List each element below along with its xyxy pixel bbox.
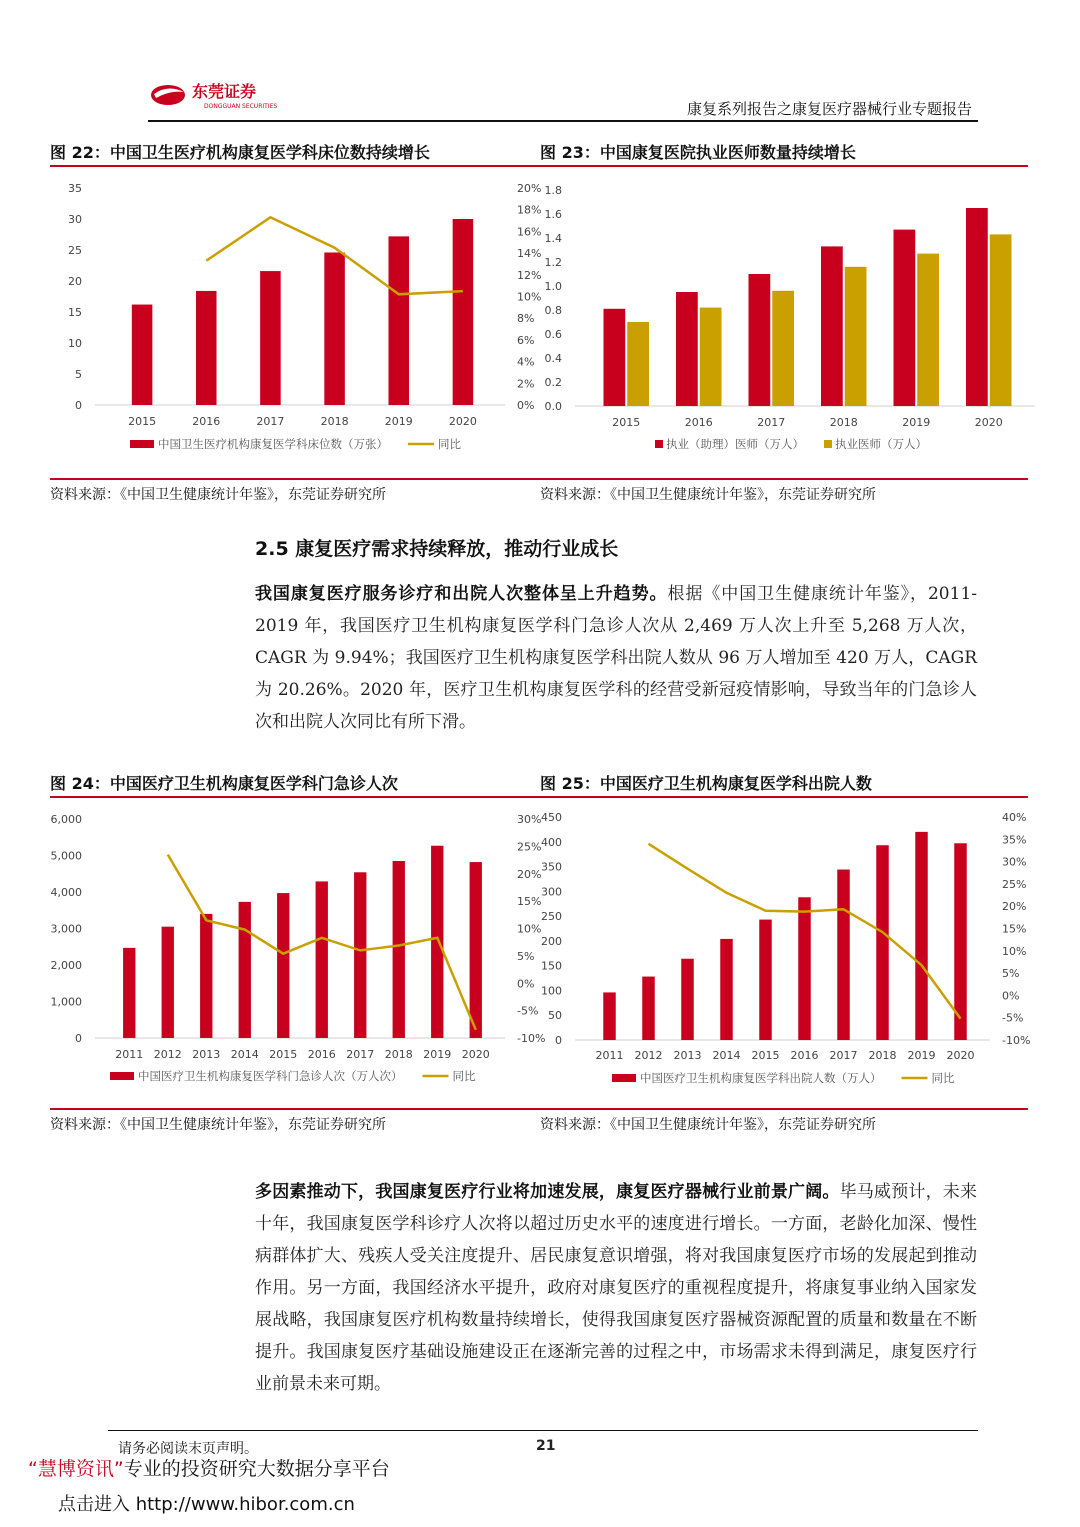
y2-tick-label: 30% (517, 813, 542, 826)
y2-tick-label: 8% (517, 312, 535, 326)
y-tick-label: 0.4 (544, 352, 562, 365)
figure-top-rule-2 (50, 796, 1028, 798)
x-tick-label: 2016 (790, 1049, 819, 1062)
bar (749, 274, 771, 406)
figure-24-title: 图 24：中国医疗卫生机构康复医学科门急诊人次 (50, 774, 398, 793)
bar (772, 291, 794, 406)
x-tick-label: 2018 (868, 1049, 897, 1062)
legend-swatch (612, 1074, 636, 1082)
x-tick-label: 2017 (757, 416, 786, 429)
bar (798, 897, 810, 1040)
y2-tick-label: 25% (517, 840, 542, 854)
bar (990, 234, 1012, 406)
watermark-brand: “慧博资讯” (28, 1458, 124, 1480)
y-tick-label: 10 (68, 337, 82, 350)
y2-tick-label: 10% (517, 922, 542, 936)
y2-tick-label: 20% (1002, 900, 1027, 914)
legend-swatch (130, 440, 154, 448)
bar (277, 893, 289, 1038)
y2-tick-label: 0% (1002, 989, 1020, 1003)
logo-subtext: DONGGUAN SECURITIES (204, 103, 278, 110)
figure-25-title: 图 25：中国医疗卫生机构康复医学科出院人数 (540, 774, 872, 793)
bar (876, 845, 888, 1040)
y2-tick-label: 20% (517, 867, 542, 881)
report-title: 康复系列报告之康复医疗器械行业专题报告 (686, 100, 972, 118)
legend-label: 执业（助理）医师（万人） (666, 437, 804, 451)
bar (915, 832, 927, 1040)
y2-tick-label: 0% (517, 977, 535, 991)
y-tick-label: 350 (541, 860, 562, 874)
y2-tick-label: 0% (517, 399, 535, 412)
x-tick-label: 2015 (269, 1048, 298, 1061)
y-tick-label: 1.4 (544, 232, 562, 245)
legend-swatch (824, 440, 832, 448)
y-tick-label: 15 (68, 306, 82, 319)
y2-tick-label: 5% (517, 949, 535, 963)
x-tick-label: 2020 (461, 1048, 490, 1061)
x-tick-label: 2020 (946, 1049, 975, 1062)
y-tick-label: 0 (555, 1034, 562, 1047)
y-tick-label: 150 (541, 959, 562, 973)
y2-tick-label: 16% (517, 225, 542, 239)
figure-bottom-rule-2 (50, 1108, 1028, 1110)
chart-22 (50, 170, 540, 470)
figure-25-source: 资料来源：《中国卫生健康统计年鉴》，东莞证券研究所 (540, 1117, 876, 1133)
y2-tick-label: 30% (1002, 855, 1027, 869)
y-tick-label: 100 (541, 984, 562, 998)
x-tick-label: 2014 (230, 1048, 259, 1061)
bar (431, 846, 443, 1038)
bar (324, 252, 345, 405)
y2-tick-label: 25% (1002, 877, 1027, 891)
disclaimer-note: 请务必阅读末页声明。 (118, 1441, 258, 1457)
paragraph-2-body: 毕马威预计，未来十年，我国康复医学科诊疗人次将以超过历史水平的速度进行增长。一方面，老龄化加深、慢性病群体扩大、残疾人受关注度提升、居民康复意识增强，将对我国康复医疗市场的发展起到推动作用。另一方面，我国经济水平提升，政府对康复医疗的重视程度提升，将康复事业纳入国家发展战略，我国康复医疗机构数量持续增长，使得我国康复医疗器械资源配置的质量和数量在不断提升。我国康复医疗基础设施建设正在逐渐完善的过程之中，市场需求未得到满足，康复医疗行业前景未来可期。 (255, 1182, 978, 1394)
page-number: 21 (536, 1438, 556, 1454)
y2-tick-label: 20% (517, 182, 542, 195)
x-tick-label: 2011 (595, 1049, 624, 1062)
y-tick-label: 0.2 (544, 376, 562, 389)
y-tick-label: 0.8 (544, 304, 562, 317)
y-tick-label: 200 (541, 934, 562, 948)
bar (470, 862, 482, 1038)
legend-label: 同比 (438, 437, 461, 451)
figure-23-source: 资料来源：《中国卫生健康统计年鉴》，东莞证券研究所 (540, 487, 876, 503)
y-tick-label: 3,000 (50, 922, 82, 936)
legend-label: 同比 (931, 1071, 955, 1085)
x-tick-label: 2019 (384, 415, 413, 428)
legend-label: 中国卫生医疗机构康复医学科床位数（万张） (158, 437, 388, 451)
y2-tick-label: -5% (517, 1004, 539, 1018)
legend-swatch (110, 1072, 134, 1080)
x-tick-label: 2016 (684, 416, 713, 429)
watermark-tagline: 专业的投资研究大数据分享平台 (123, 1458, 390, 1480)
x-tick-label: 2012 (153, 1048, 182, 1061)
paragraph-1 (255, 578, 977, 738)
y2-tick-label: 14% (517, 247, 542, 261)
bar (837, 870, 849, 1040)
y-tick-label: 30 (68, 213, 82, 226)
figure-22-title: 图 22：中国卫生医疗机构康复医学科床位数持续增长 (50, 143, 430, 162)
bar (604, 309, 626, 406)
x-tick-label: 2015 (128, 415, 157, 428)
x-tick-label: 2018 (829, 416, 858, 429)
bar (917, 254, 939, 406)
bar (821, 246, 843, 406)
bar (453, 219, 474, 405)
y-tick-label: 300 (541, 885, 562, 899)
y2-tick-label: 5% (1002, 967, 1020, 981)
x-tick-label: 2017 (256, 415, 285, 428)
y-tick-label: 35 (68, 182, 82, 195)
bar (388, 236, 409, 405)
y-tick-label: 0.0 (544, 400, 562, 413)
bar (123, 948, 135, 1038)
figure-23-title: 图 23：中国康复医院执业医师数量持续增长 (540, 143, 856, 162)
x-tick-label: 2014 (712, 1049, 741, 1062)
y-tick-label: 0 (75, 399, 82, 412)
chart-24 (50, 800, 546, 1100)
paragraph-2 (255, 1176, 977, 1400)
bar (316, 881, 328, 1038)
logo-text: 东莞证券 (192, 82, 257, 101)
y-tick-label: 0 (75, 1032, 82, 1045)
y2-tick-label: 10% (517, 290, 542, 304)
x-tick-label: 2015 (612, 416, 641, 429)
x-tick-label: 2020 (974, 416, 1003, 429)
legend-label: 执业医师（万人） (835, 437, 927, 451)
x-tick-label: 2016 (307, 1048, 336, 1061)
y-tick-label: 1.8 (544, 184, 562, 197)
y-tick-label: 2,000 (50, 959, 82, 972)
figure-top-rule (50, 165, 1028, 167)
paragraph-1-lead: 我国康复医疗服务诊疗和出院人次整体呈上升趋势。 (255, 584, 668, 604)
bar (720, 939, 732, 1040)
x-tick-label: 2013 (192, 1048, 221, 1061)
bar (966, 208, 988, 406)
x-tick-label: 2011 (115, 1048, 144, 1061)
y2-tick-label: 2% (517, 377, 535, 391)
y2-tick-label: 40% (1002, 811, 1027, 824)
figure-bottom-rule (50, 478, 1028, 480)
y2-tick-label: -10% (517, 1032, 546, 1045)
x-tick-label: 2018 (384, 1048, 413, 1061)
bar (354, 872, 366, 1038)
x-tick-label: 2013 (673, 1049, 702, 1062)
bar (845, 267, 867, 406)
legend-label: 中国医疗卫生机构康复医学科门急诊人次（万人次） (138, 1069, 403, 1083)
y2-tick-label: 10% (1002, 944, 1027, 958)
y2-tick-label: 18% (517, 203, 542, 217)
x-tick-label: 2016 (192, 415, 221, 428)
y-tick-label: 5 (75, 368, 82, 381)
bar (894, 230, 916, 406)
bar (603, 992, 615, 1040)
legend-label: 中国医疗卫生机构康复医学科出院人数（万人） (640, 1071, 882, 1085)
x-tick-label: 2020 (448, 415, 477, 428)
bar (239, 902, 251, 1038)
bar (627, 322, 649, 406)
y-tick-label: 20 (68, 275, 82, 288)
x-tick-label: 2019 (902, 416, 931, 429)
y-tick-label: 25 (68, 244, 82, 257)
x-tick-label: 2015 (751, 1049, 780, 1062)
y2-tick-label: 15% (517, 895, 542, 909)
y-tick-label: 1,000 (50, 995, 82, 1009)
chart-23 (540, 170, 1030, 470)
x-tick-label: 2019 (423, 1048, 452, 1061)
y-tick-label: 1.0 (544, 280, 562, 293)
y-tick-label: 4,000 (50, 886, 82, 899)
y-tick-label: 450 (541, 811, 562, 824)
y2-tick-label: 15% (1002, 922, 1027, 936)
bar (162, 927, 174, 1038)
chart-25 (540, 800, 1030, 1100)
header-rule (148, 120, 978, 122)
y2-tick-label: -5% (1002, 1011, 1024, 1025)
y-tick-label: 400 (541, 835, 562, 849)
bar (260, 271, 281, 405)
y-tick-label: 1.2 (544, 256, 562, 269)
paragraph-2-lead: 多因素推动下，我国康复医疗行业将加速发展，康复医疗器械行业前景广阔。 (255, 1182, 840, 1202)
y-tick-label: 1.6 (544, 208, 562, 221)
bar (676, 292, 698, 406)
legend-label: 同比 (452, 1069, 476, 1083)
y-tick-label: 250 (541, 910, 562, 924)
x-tick-label: 2018 (320, 415, 349, 428)
bar (132, 305, 153, 405)
bar (759, 920, 771, 1040)
x-tick-label: 2019 (907, 1049, 936, 1062)
bar (681, 959, 693, 1040)
x-tick-label: 2017 (346, 1048, 375, 1061)
x-tick-label: 2017 (829, 1049, 858, 1062)
bar (700, 308, 722, 406)
y2-tick-label: 12% (517, 268, 542, 282)
dongguan-securities-logo (148, 80, 328, 112)
section-heading: 2.5 康复医疗需求持续释放，推动行业成长 (255, 538, 619, 560)
y-tick-label: 0.6 (544, 328, 562, 341)
bar (393, 861, 405, 1038)
y-tick-label: 6,000 (50, 813, 82, 826)
figure-24-source: 资料来源：《中国卫生健康统计年鉴》，东莞证券研究所 (50, 1117, 386, 1133)
x-tick-label: 2012 (634, 1049, 663, 1062)
y2-tick-label: 4% (517, 355, 535, 369)
bar (642, 977, 654, 1040)
y2-tick-label: 6% (517, 333, 535, 347)
bar (200, 914, 212, 1038)
y2-tick-label: -10% (1002, 1034, 1031, 1047)
y-tick-label: 50 (548, 1009, 562, 1023)
watermark-link[interactable]: 点击进入 http://www.hibor.com.cn (58, 1494, 355, 1515)
paragraph-1-body: 根据《中国卫生健康统计年鉴》，2011-2019 年，我国医疗卫生机构康复医学科门急诊人次从 2,469 万人次上升至 5,268 万人次，CAGR 为 9.94%；我国医疗卫生机构康复医学科出院人数从 96 万人增加至 420 万人，CAGR 为 20.26%。2020 年，医疗卫生机构康复医学科的经营受新冠疫情影响，导致当年的门急诊人次和出院人次同比有所下滑。 (255, 584, 977, 732)
legend-swatch (655, 440, 663, 448)
figure-22-source: 资料来源：《中国卫生健康统计年鉴》，东莞证券研究所 (50, 487, 386, 503)
watermark-line-1 (28, 1454, 390, 1481)
y2-tick-label: 35% (1002, 833, 1027, 847)
bar (196, 291, 217, 405)
footer-rule (108, 1430, 978, 1431)
y-tick-label: 5,000 (50, 849, 82, 863)
